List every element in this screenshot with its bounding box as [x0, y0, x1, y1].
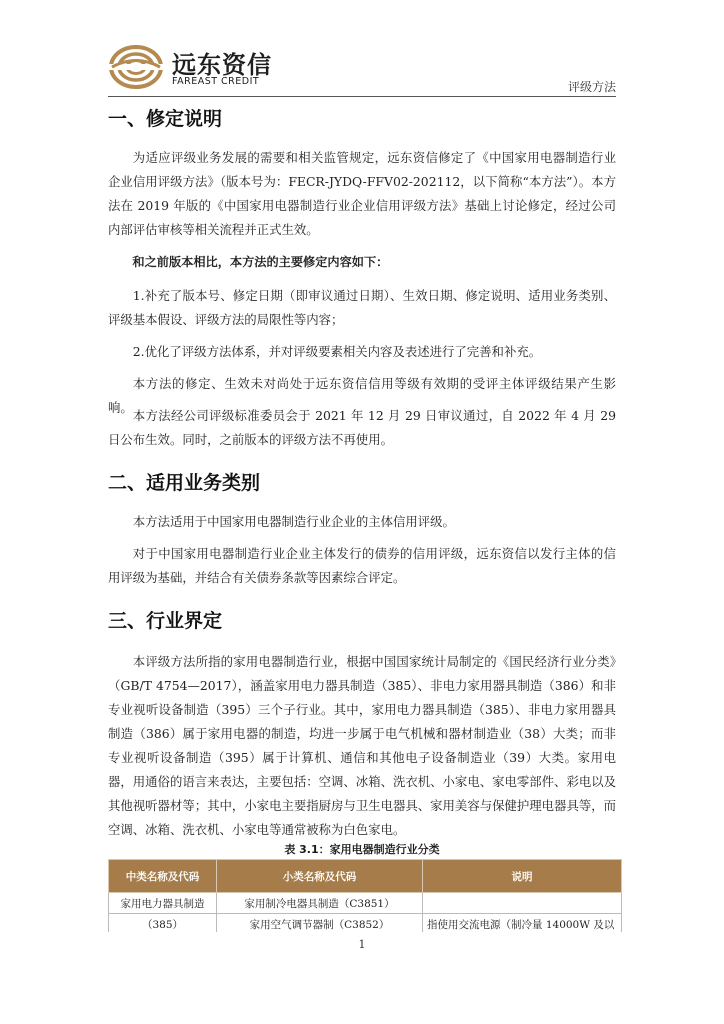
paragraph-scope-1: 本方法适用于中国家用电器制造行业企业的主体信用评级。: [132, 514, 455, 529]
paragraph-scope-2: 对于中国家用电器制造行业企业主体发行的债券的信用评级，远东资信以发行主体的信用评级为基础，并结合有关债券条款等因素综合评定。: [108, 546, 616, 585]
page-number: 1: [358, 938, 366, 951]
company-logo: [108, 42, 368, 96]
table-cell-mid-category-code: （385）: [109, 914, 217, 935]
paragraph-revision-intro: 为适应评级业务发展的需要和相关监管规定，远东资信修定了《中国家用电器制造行业企业信用评级方法》（版本号为：FECR-JYDQ-FFV02-202112，以下简称“本方法”）。本方法在 2019 年版的《中国家用电器制造行业企业信用评级方法》基础上讨论修定，经过公司内部评估审核等相关流程并正式生效。: [108, 150, 616, 237]
table-caption: 表 3.1：家用电器制造行业分类: [284, 843, 440, 856]
logo-english-name: FAREAST CREDIT: [172, 76, 260, 87]
table-cell-sub-category: 家用制冷电器具制造（C3851）: [217, 893, 423, 914]
paragraph-industry-definition: 本评级方法所指的家用电器制造行业，根据中国国家统计局制定的《国民经济行业分类》（GB/T 4754—2017），涵盖家用电力器具制造（385）、非电力家用器具制造（386）和非专业视听设备制造（395）三个子行业。其中，家用电力器具制造（385）、非电力家用器具制造（386）属于家用电器的制造，均进一步属于电气机械和器材制造业（38）大类；而非专业视听设备制造（395）属于计算机、通信和其他电子设备制造业（39）大类。家用电器，用通俗的语言来表达，主要包括：空调、冰箱、洗衣机、小家电、家电零部件、彩电以及其他视听器材等；其中，小家电主要指厨房与卫生电器具、家用美容与保健护理电器具等，而空调、冰箱、洗衣机、小家电等通常被称为白色家电。: [108, 654, 617, 837]
paragraph-revision-item-2: 2.优化了评级方法体系，并对评级要素相关内容及表述进行了完善和补充。: [132, 344, 542, 359]
paragraph-revision-item-1: 1.补充了版本号、修定日期（即审议通过日期）、生效日期、修定说明、适用业务类别、评级基本假设、评级方法的局限性等内容；: [108, 288, 616, 327]
section-heading-revision: 一、修定说明: [108, 108, 223, 130]
table-header-description: 说明: [423, 860, 622, 893]
table-header-row: [109, 860, 622, 893]
paragraph-revision-summary-lead: 和之前版本相比，本方法的主要修定内容如下：: [132, 255, 389, 269]
table-header-mid-category: 中类名称及代码: [109, 860, 217, 893]
section-heading-industry-definition: 三、行业界定: [108, 610, 223, 632]
fareast-logo-icon: [108, 42, 164, 92]
table-cell-description: [423, 893, 622, 914]
header-doc-type: 评级方法: [567, 80, 616, 94]
paragraph-revision-effective-date: 本方法经公司评级标准委员会于 2021 年 12 月 29 日审议通过，自 2022 年 4 月 29 日公布生效。同时，之前版本的评级方法不再使用。: [108, 408, 616, 447]
table-row: [109, 893, 622, 914]
table-cell-description: 指使用交流电源（制冷量 14000W 及以: [423, 914, 622, 935]
logo-chinese-name: 远东资信: [172, 51, 272, 79]
industry-classification-table: [108, 859, 622, 935]
table-cell-sub-category: 家用空气调节器制（C3852）: [217, 914, 423, 935]
section-heading-scope: 二、适用业务类别: [108, 472, 261, 494]
table-cell-mid-category: 家用电力器具制造: [109, 893, 217, 914]
paragraph-revision-impact: 本方法的修定、生效未对尚处于远东资信信用等级有效期的受评主体评级结果产生影响。: [108, 376, 616, 415]
header-divider: [108, 96, 616, 97]
table-header-sub-category: 小类名称及代码: [217, 860, 423, 893]
